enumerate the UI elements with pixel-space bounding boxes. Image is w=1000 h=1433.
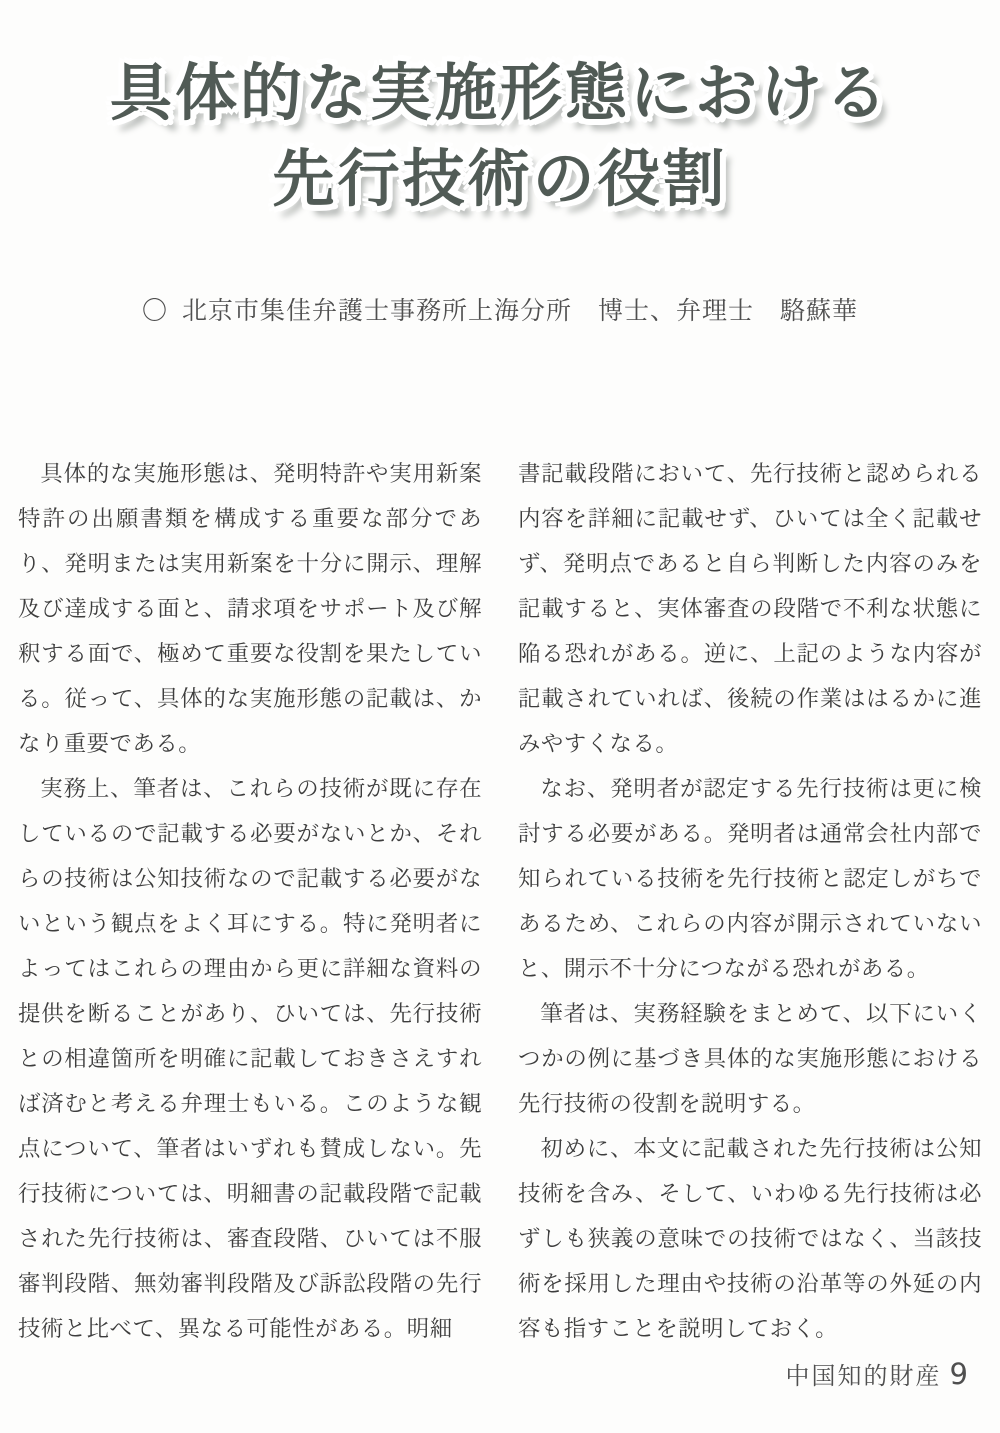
paragraph: 具体的な実施形態は、発明特許や実用新案特許の出願書類を構成する重要な部分であり、発明または実用新案を十分に開示、理解及び達成する面と、請求項をサポート及び解釈する面で、極めて重要な役割を果たしている。従って、具体的な実施形態の記載は、かなり重要である。 (18, 461, 482, 757)
byline-text: 北京市集佳弁護士事務所上海分所 博士、弁理士 駱蘇華 (182, 296, 859, 325)
page-footer (786, 1356, 968, 1391)
right-column (518, 452, 982, 1352)
paragraph: 筆者は、実務経験をまとめて、以下にいくつかの例に基づき具体的な実施形態における先行技術の役割を説明する。 (518, 1001, 982, 1117)
left-column (18, 452, 482, 1352)
footer-page-number: 9 (949, 1357, 968, 1391)
article-title-line-2: 先行技術の役割 (272, 141, 728, 215)
paragraph: 書記載段階において、先行技術と認められる内容を詳細に記載せず、ひいては全く記載せず、発明点であると自ら判断した内容のみを記載すると、実体審査の段階で不利な状態に陥る恐れがある。逆に、上記のような内容が記載されていれば、後続の作業ははるかに進みやすくなる。 (518, 461, 982, 757)
body-columns (18, 452, 982, 1352)
byline (0, 291, 1000, 327)
paragraph: 実務上、筆者は、これらの技術が既に存在しているので記載する必要がないとか、それらの技術は公知技術なので記載する必要がないという観点をよく耳にする。特に発明者によってはこれらの理由から更に詳細な資料の提供を断ることがあり、ひいては、先行技術との相違箇所を明確に記載しておきさえすれば済むと考える弁理士もいる。このような観点について、筆者はいずれも賛成しない。先行技術については、明細書の記載段階で記載された先行技術は、審査段階、ひいては不服審判段階、無効審判段階及び訴訟段階の先行技術と比べて、異なる可能性がある。明細 (18, 776, 482, 1342)
footer-journal-name: 中国知的財産 (785, 1362, 942, 1390)
article-title (0, 50, 1000, 222)
paragraph: なお、発明者が認定する先行技術は更に検討する必要がある。発明者は通常会社内部で知られている技術を先行技術と認定しがちであるため、これらの内容が開示されていないと、開示不十分につながる恐れがある。 (518, 776, 982, 982)
article-title-line-1: 具体的な実施形態における (109, 55, 890, 129)
paragraph: 初めに、本文に記載された先行技術は公知技術を含み、そして、いわゆる先行技術は必ずしも狭義の意味での技術ではなく、当該技術を採用した理由や技術の沿革等の外延の内容も指すことを説明しておく。 (518, 1136, 982, 1342)
byline-circle-marker: 〇 (141, 296, 168, 325)
